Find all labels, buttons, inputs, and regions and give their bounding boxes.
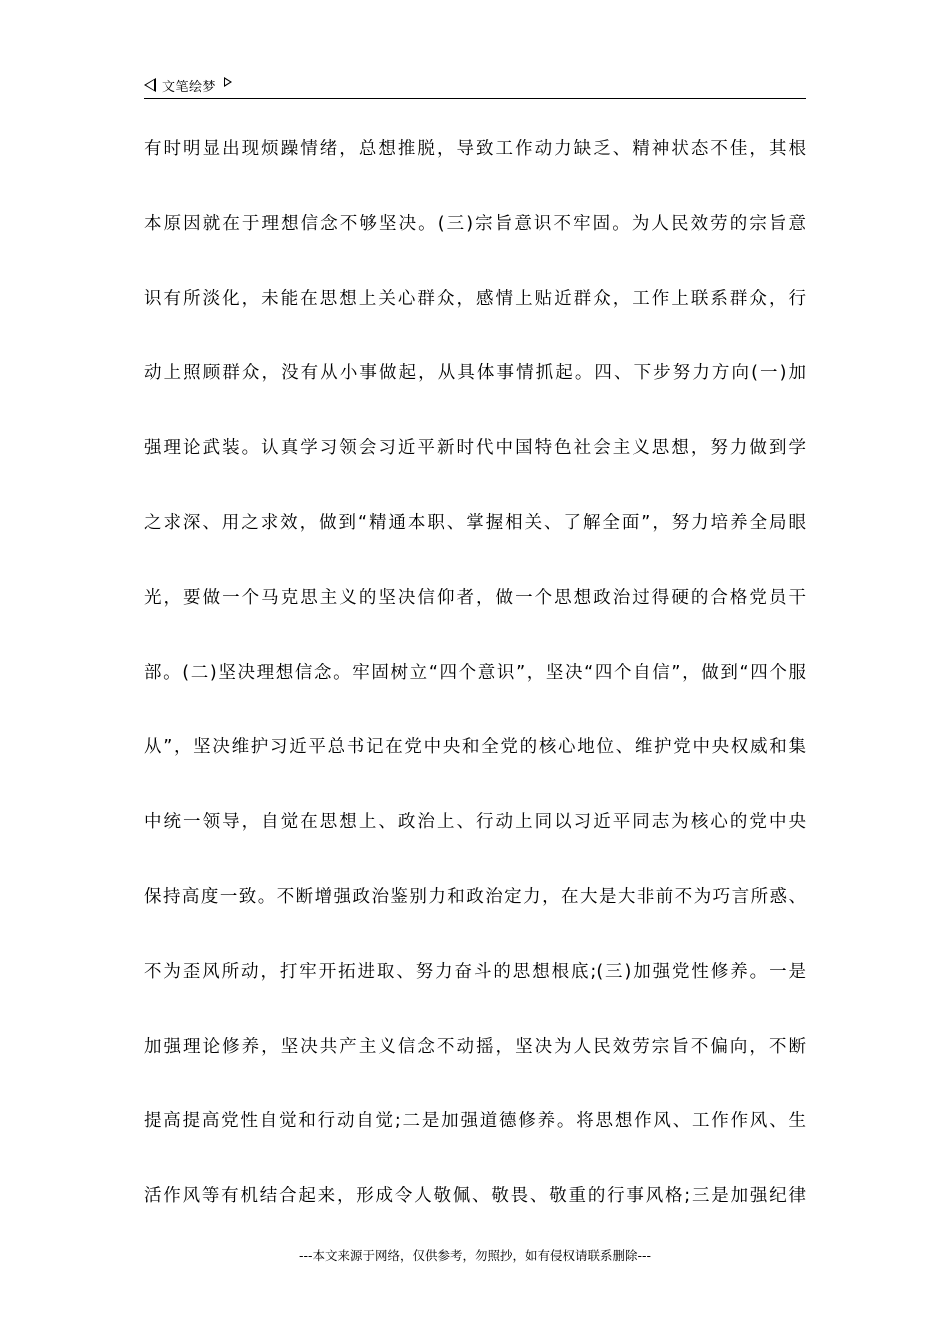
text-line: 提高提高党性自觉和行动自觉;二是加强道德修养。将思想作风、工作作风、生 bbox=[144, 1111, 806, 1132]
text-line: 不为歪风所动，打牢开拓进取、努力奋斗的思想根底;(三)加强党性修养。一是 bbox=[144, 961, 806, 982]
text-line: 部。(二)坚决理想信念。牢固树立“四个意识”，坚决“四个自信”，做到“四个服 bbox=[144, 662, 806, 683]
text-line: 从”，坚决维护习近平总书记在党中央和全党的核心地位、维护党中央权威和集 bbox=[144, 737, 806, 758]
text-line: 保持高度一致。不断增强政治鉴别力和政治定力，在大是大非前不为巧言所惑、 bbox=[144, 886, 806, 907]
text-line: 本原因就在于理想信念不够坚决。(三)宗旨意识不牢固。为人民效劳的宗旨意 bbox=[144, 213, 806, 234]
text-line: 有时明显出现烦躁情绪，总想推脱，导致工作动力缺乏、精神状态不佳，其根 bbox=[144, 139, 806, 159]
text-line: 强理论武装。认真学习领会习近平新时代中国特色社会主义思想，努力做到学 bbox=[144, 438, 806, 459]
triangle-right-icon bbox=[224, 77, 232, 87]
text-line: 之求深、用之求效，做到“精通本职、掌握相关、了解全面”，努力培养全局眼 bbox=[144, 512, 806, 533]
text-line: 活作风等有机结合起来，形成令人敬佩、敬畏、敬重的行事风格;三是加强纪律 bbox=[144, 1186, 806, 1207]
header-title: 文笔绘梦 bbox=[162, 79, 217, 95]
text-line: 中统一领导，自觉在思想上、政治上、行动上同以习近平同志为核心的党中央 bbox=[144, 812, 806, 833]
document-body bbox=[144, 112, 806, 1234]
page-footer: ---本文来源于网络，仅供参考，勿照抄，如有侵权请联系删除--- bbox=[298, 1248, 652, 1263]
page-header bbox=[144, 72, 806, 99]
text-line: 光，要做一个马克思主义的坚决信仰者，做一个思想政治过得硬的合格党员干 bbox=[144, 587, 806, 608]
text-line: 加强理论修养，坚决共产主义信念不动摇，坚决为人民效劳宗旨不偏向，不断 bbox=[144, 1036, 806, 1057]
text-line: 动上照顾群众，没有从小事做起，从具体事情抓起。四、下步努力方向(一)加 bbox=[144, 363, 806, 384]
triangle-left-icon bbox=[144, 78, 156, 92]
text-line: 识有所淡化，未能在思想上关心群众，感情上贴近群众，工作上联系群众，行 bbox=[144, 288, 806, 309]
